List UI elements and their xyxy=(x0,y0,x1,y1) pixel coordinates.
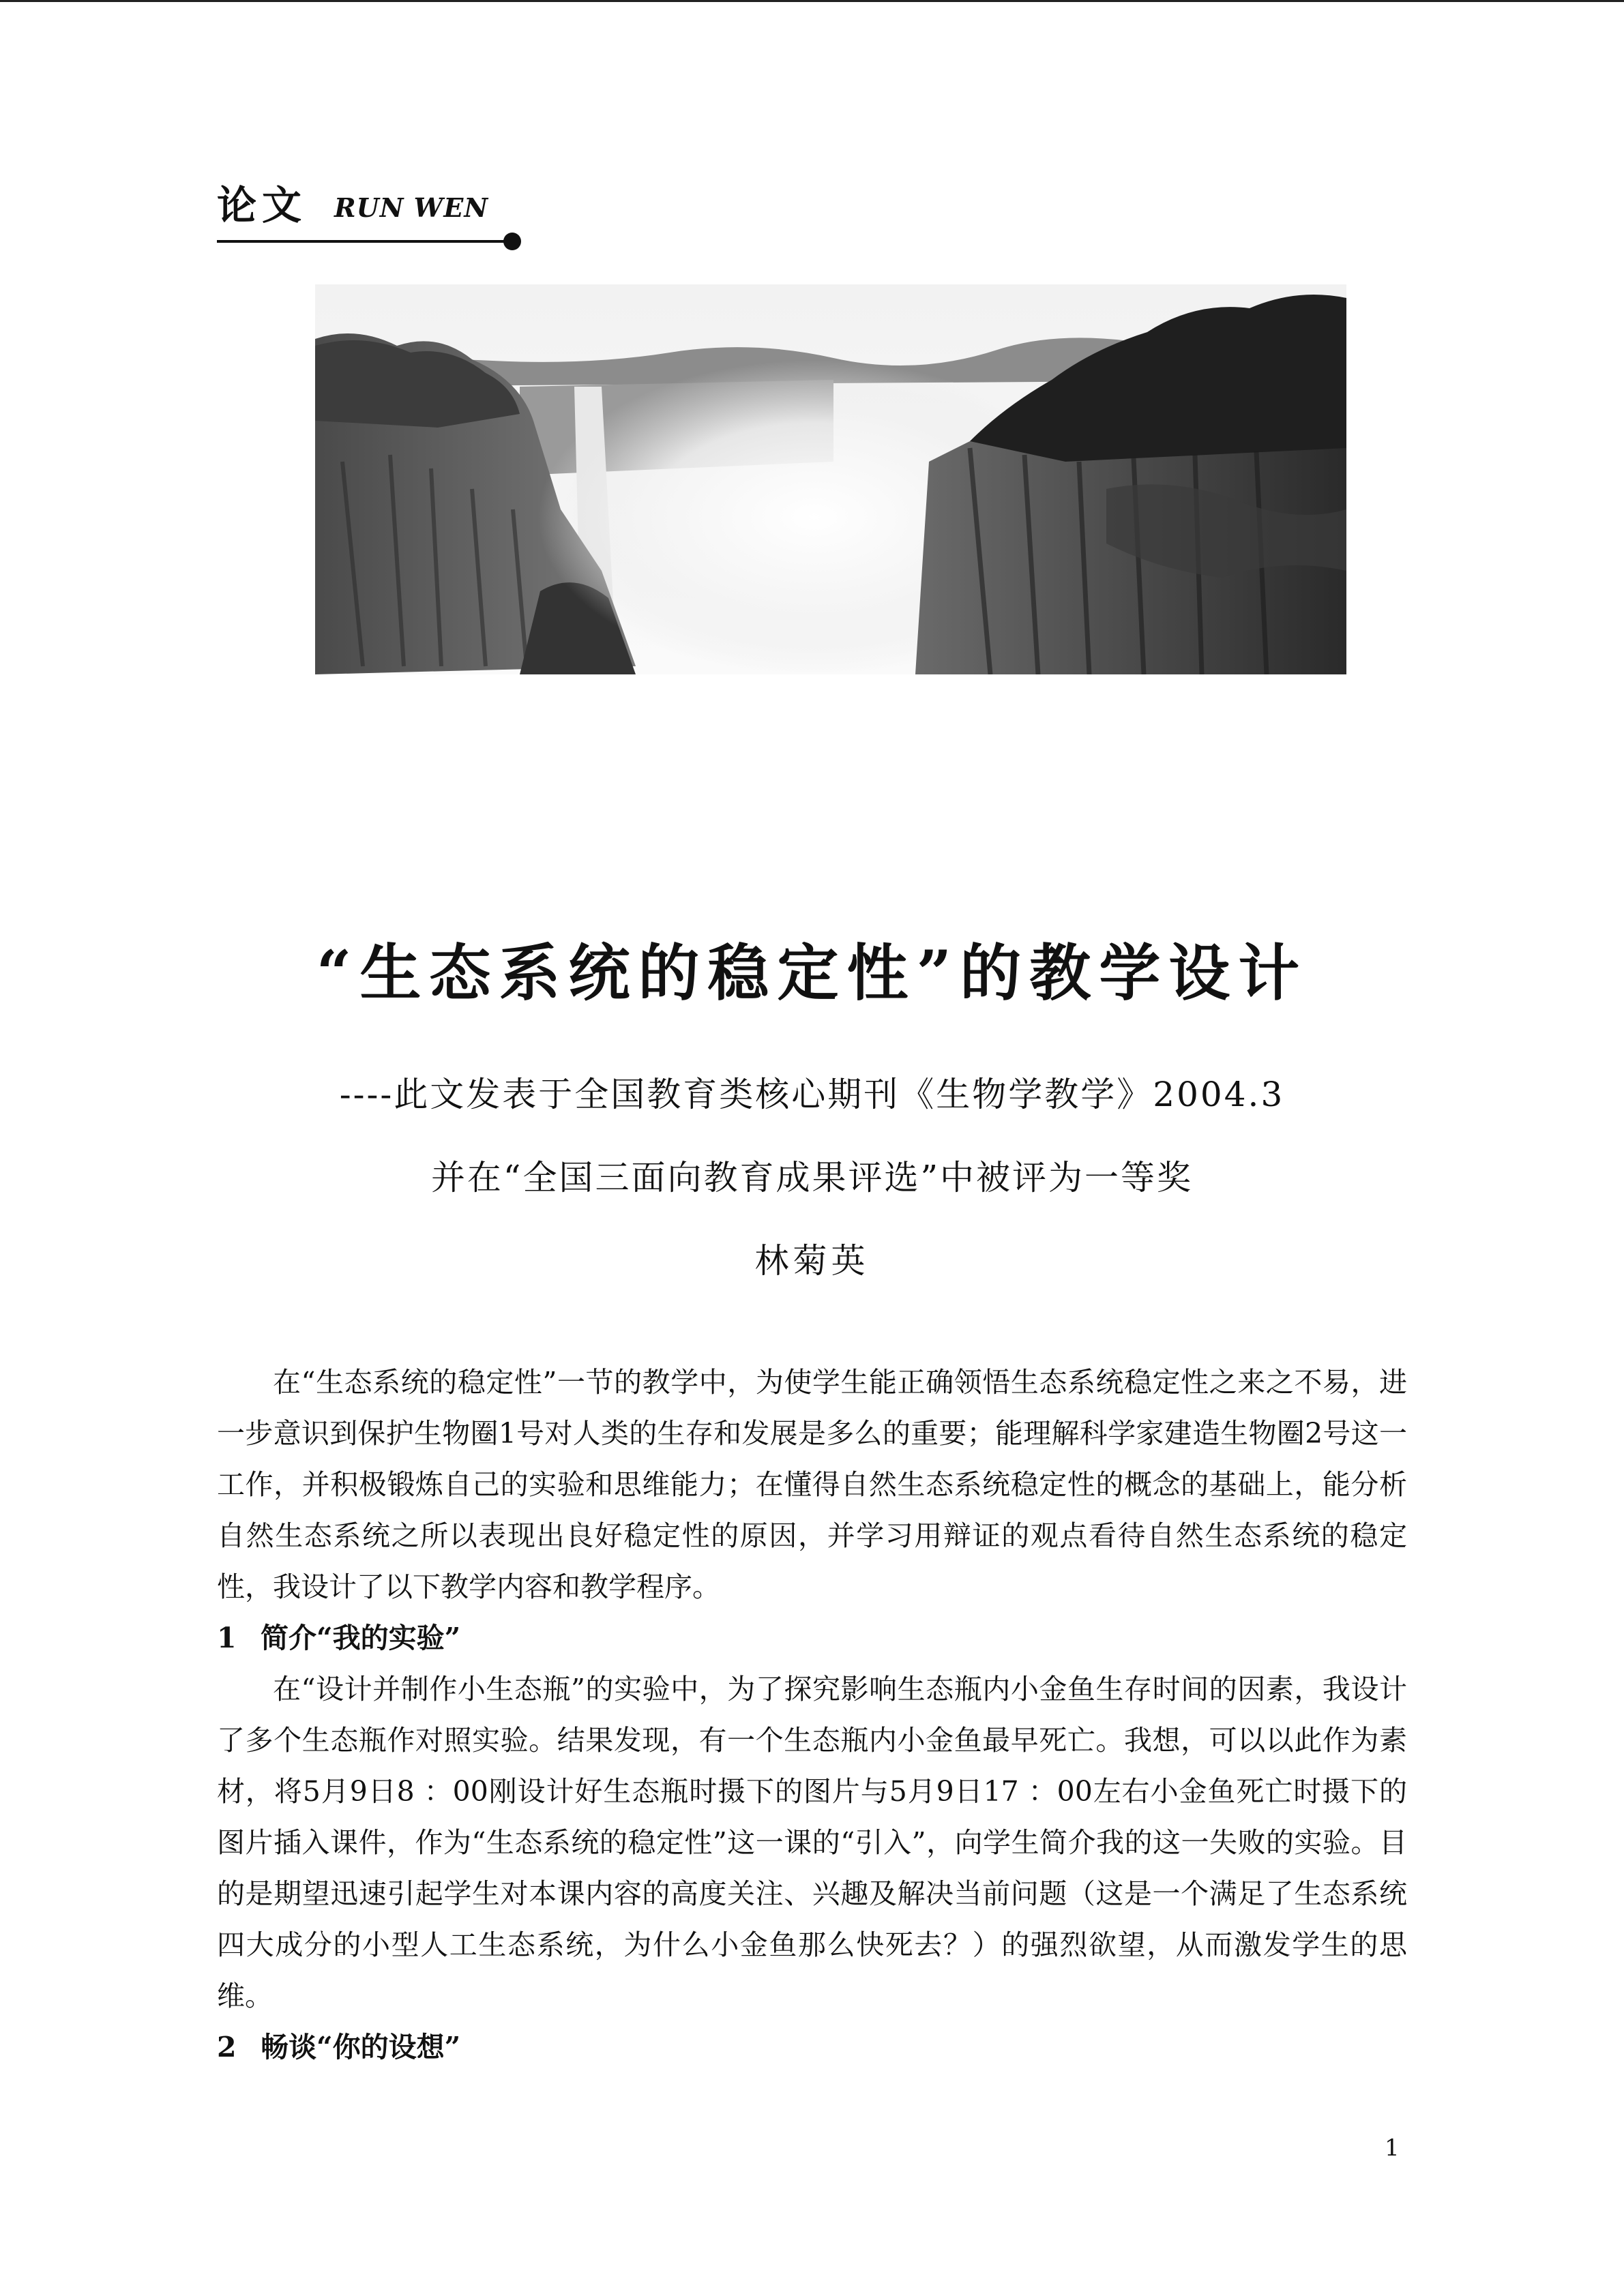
article-title: “生态系统的稳定性”的教学设计 xyxy=(316,937,1308,1009)
section-number: 1 xyxy=(217,1622,237,1654)
section-number: 2 xyxy=(217,2031,237,2063)
section-heading-text: 畅谈“你的设想” xyxy=(261,2031,461,2063)
page-number: 1 xyxy=(1385,2134,1400,2162)
intro-paragraph: 在“生态系统的稳定性”一节的教学中，为使学生能正确领悟生态系统稳定性之来之不易，进一步意识到保护生物圈1号对人类的生存和发展是多么的重要；能理解科学家建造生物圈2号这一工作，并积极锻炼自己的实验和思维能力；在懂得自然生态系统稳定性的概念的基础上，能分析自然生态系统之所以表现出良好稳定性的原因，并学习用辩证的观点看待自然生态系统的稳定性，我设计了以下教学内容和教学程序。 xyxy=(217,1366,1407,1603)
article-author: 林菊英 xyxy=(754,1241,870,1281)
section-heading-1 xyxy=(217,1613,1407,1664)
section-heading-text: 简介“我的实验” xyxy=(261,1622,461,1654)
section-label-pinyin: RUN WEN xyxy=(334,192,489,223)
header-rule xyxy=(217,240,510,243)
section-heading-2 xyxy=(217,2022,1407,2073)
header-rule-dot xyxy=(503,233,521,250)
article-subtitle-award: 并在“全国三面向教育成果评选”中被评为一等奖 xyxy=(430,1158,1194,1197)
top-border-line xyxy=(0,0,1624,2)
article-body xyxy=(217,1357,1407,2073)
section-1-paragraph: 在“设计并制作小生态瓶”的实验中，为了探究影响生态瓶内小金鱼生存时间的因素，我设计了多个生态瓶作对照实验。结果发现，有一个生态瓶内小金鱼最早死亡。我想，可以以此作为素材，将5月9日8 ：00刚设计好生态瓶时摄下的图片与5月9日17 ：00左右小金鱼死亡时摄下的图片插入课件，作为“生态系统的稳定性”这一课的“引入”，向学生简介我的这一失败的实验。目的是期望迅速引起学生对本课内容的高度关注、兴趣及解决当前问题（这是一个满足了生态系统四大成分的小型人工生态系统，为什么小金鱼那么快死去？）的强烈欲望，从而激发学生的思维。 xyxy=(217,1673,1407,2012)
section-label-chinese: 论文 xyxy=(217,182,308,228)
article-subtitle-publication: ----此文发表于全国教育类核心期刊《生物学教学》2004.3 xyxy=(339,1075,1285,1114)
waterfall-photo xyxy=(315,284,1346,674)
